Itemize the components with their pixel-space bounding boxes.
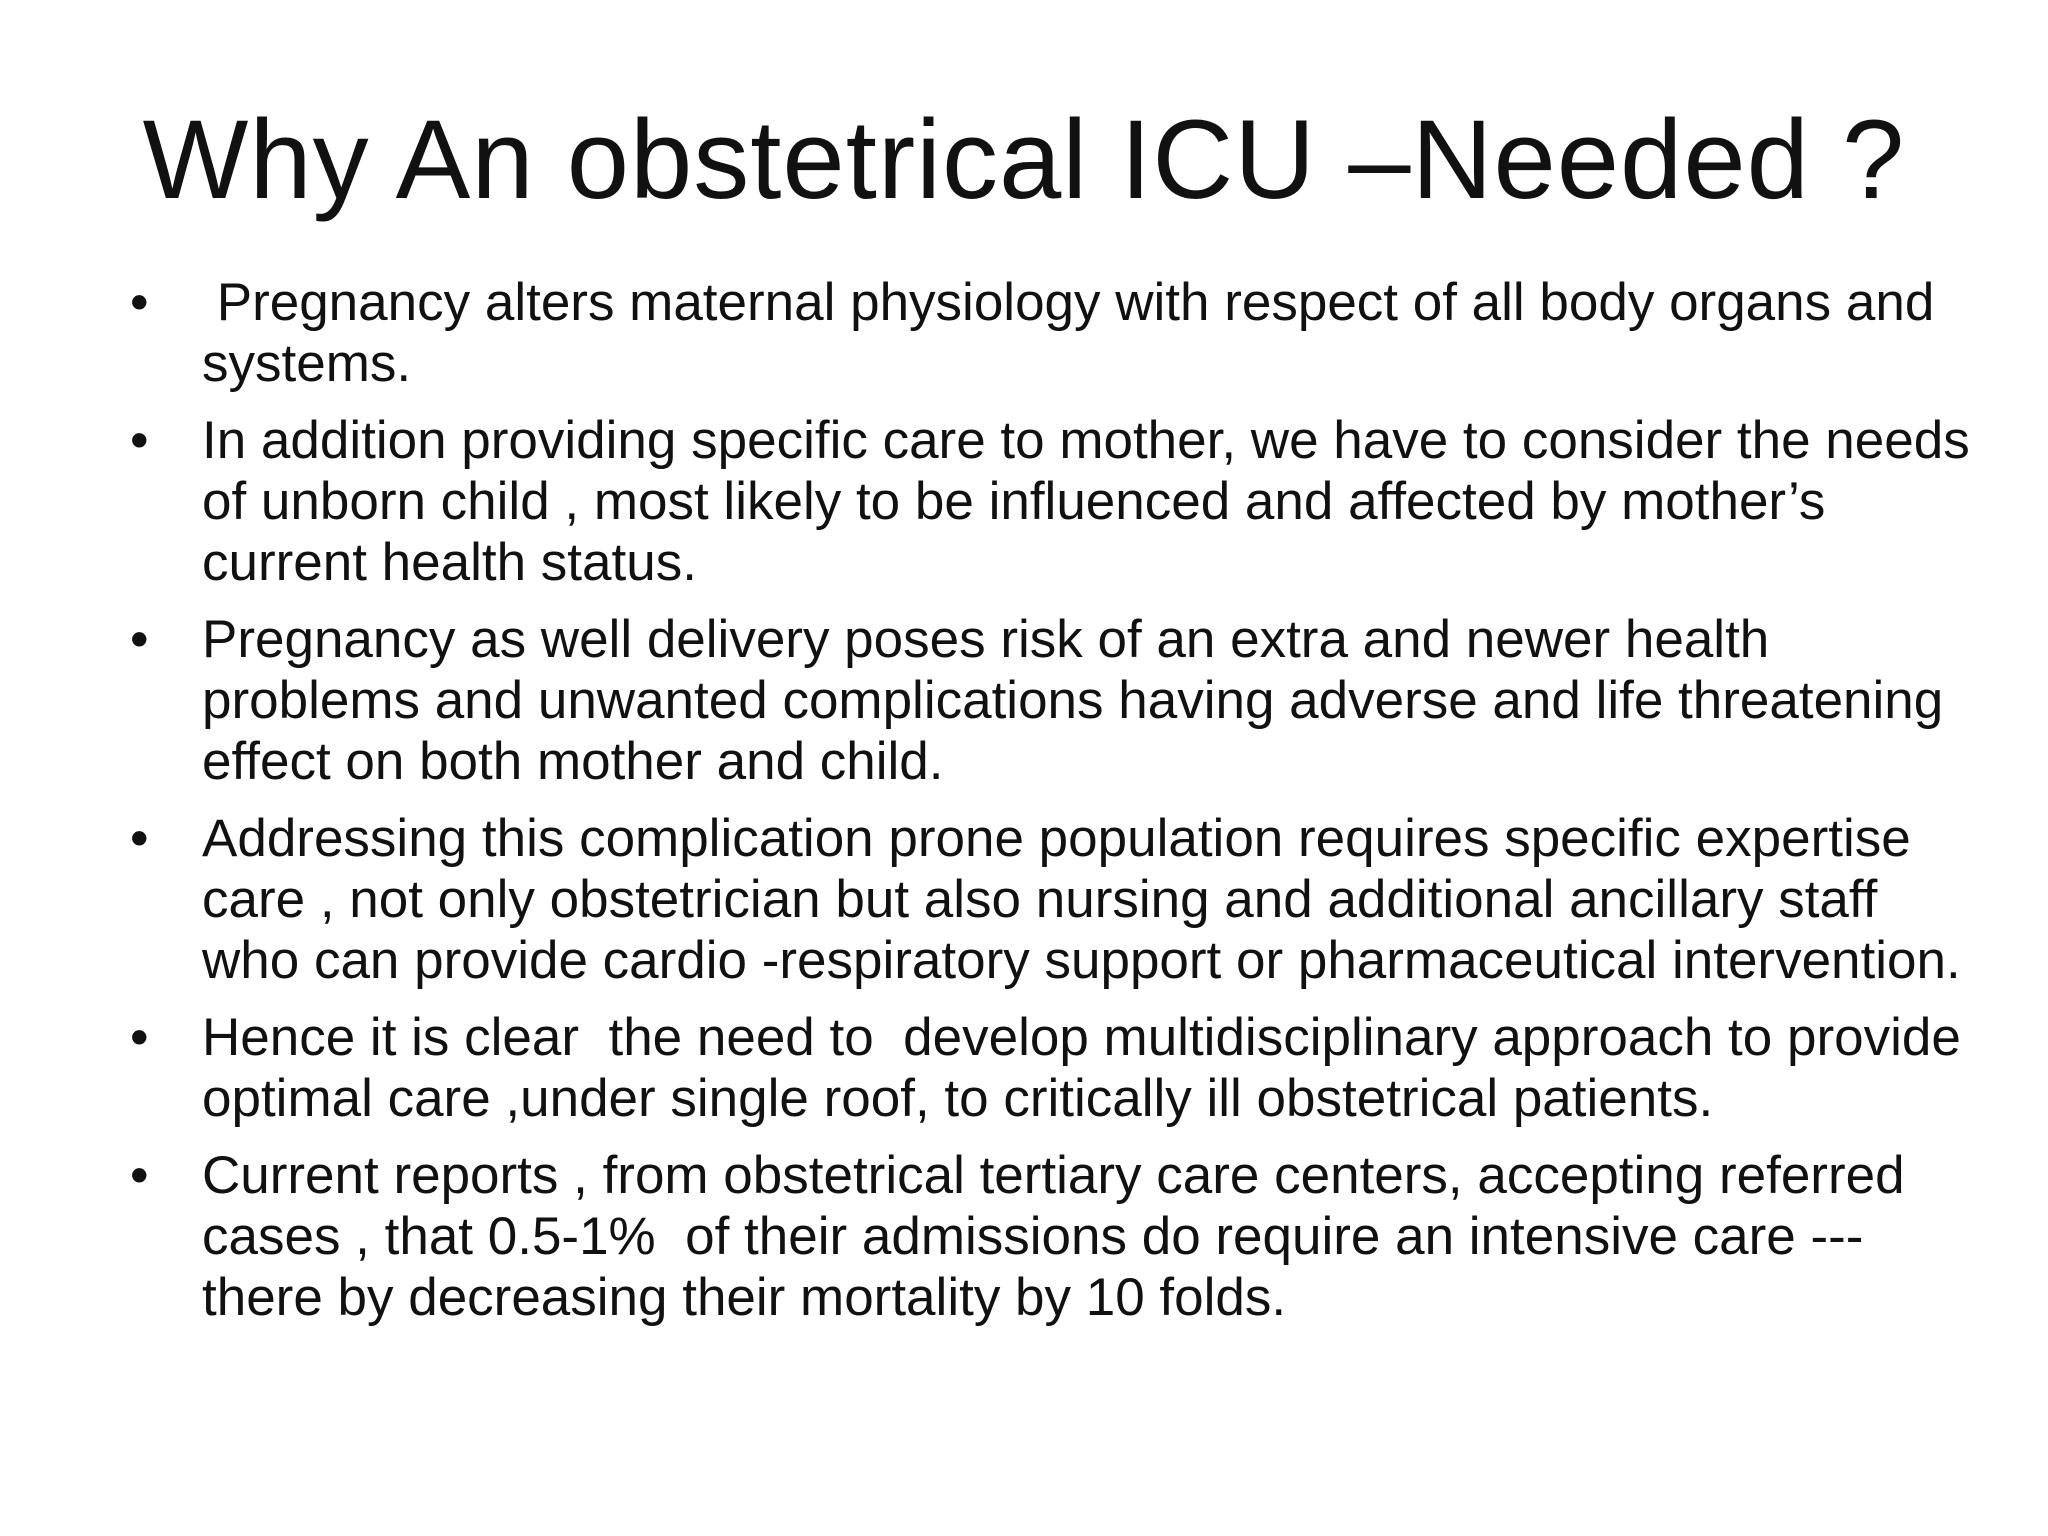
- bullet-text: Hence it is clear the need to develop multidisciplinary approach to provide optimal care ,under single roof, to critically ill obstetrical patients.: [202, 1008, 1976, 1128]
- bullet-item: [120, 410, 1980, 593]
- bullet-text: Current reports , from obstetrical tertiary care centers, accepting referred cases , that 0.5-1% of their admissions do require an intensive care ---there by decreasing their mortality by 10 folds.: [202, 1146, 1920, 1327]
- slide-title: Why An obstetrical ICU –Needed ?: [142, 97, 1906, 222]
- bullet-dot-icon: •: [130, 610, 149, 669]
- bullet-item: [120, 272, 1980, 394]
- bullet-text: In addition providing specific care to mother, we have to consider the needs of unborn child , most likely to be influenced and affected by mother’s current health status.: [202, 411, 1970, 592]
- bullet-dot-icon: •: [130, 809, 149, 868]
- bullet-text: Pregnancy as well delivery poses risk of an extra and newer health problems and unwanted complications having adverse and life threatening effect on both mother and child.: [202, 610, 1944, 791]
- bullet-text: Pregnancy alters maternal physiology with respect of all body organs and systems.: [202, 273, 1950, 393]
- bullet-item: [120, 1007, 1980, 1129]
- bullet-item: [120, 1145, 1980, 1328]
- bullet-dot-icon: •: [130, 1146, 149, 1205]
- bullet-item: [120, 808, 1980, 991]
- bullet-item: [120, 609, 1980, 792]
- bullet-dot-icon: •: [130, 411, 149, 470]
- bullet-dot-icon: •: [130, 273, 149, 332]
- bullet-text: Addressing this complication prone population requires specific expertise care , not only obstetrician but also nursing and additional ancillary staff who can provide cardio -respiratory support or pharmaceutical intervention.: [202, 809, 1961, 990]
- bullet-list: [120, 272, 1980, 1344]
- bullet-dot-icon: •: [130, 1008, 149, 1067]
